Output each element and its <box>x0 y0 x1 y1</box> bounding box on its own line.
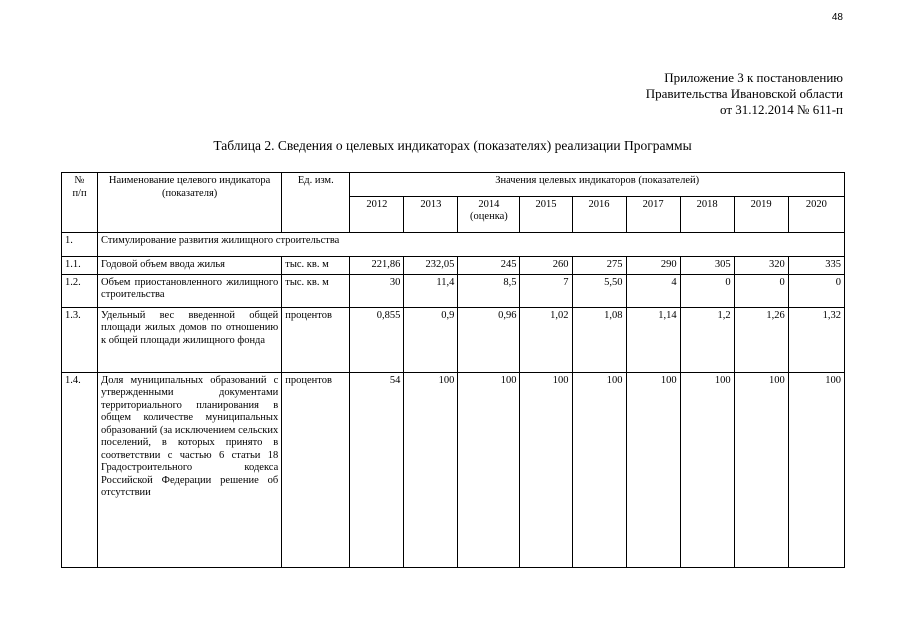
table-row <box>62 372 845 567</box>
row-value: 100 <box>572 372 626 567</box>
row-value: 232,05 <box>404 257 458 275</box>
header-num: № п/п <box>62 173 98 233</box>
page-number: 48 <box>831 12 843 23</box>
year-header: 2014 (оценка) <box>458 196 520 232</box>
row-value: 0,96 <box>458 307 520 372</box>
row-value: 245 <box>458 257 520 275</box>
row-value: 100 <box>458 372 520 567</box>
row-value: 1,14 <box>626 307 680 372</box>
year-header: 2018 <box>680 196 734 232</box>
table-title: Таблица 2. Сведения о целевых индикаторах (показателях) реализации Программы <box>213 138 692 153</box>
row-value: 100 <box>404 372 458 567</box>
appendix-line-1: Приложение 3 к постановлению <box>664 70 843 85</box>
row-value: 100 <box>788 372 844 567</box>
row-value: 4 <box>626 274 680 307</box>
table-row <box>62 257 845 275</box>
header-name: Наименование целевого индикатора (показателя) <box>98 173 282 233</box>
row-name: Доля муниципальных образований с утвержденными документами территориального планирования в общем количестве муниципальных образований (за исключением сельских поселений, в которых принято в соответствии с частью 6 статьи 18 Градостроительного кодекса Российской Федерации решение об отсутствии <box>98 372 282 567</box>
header-unit: Ед. изм. <box>282 173 350 233</box>
row-unit: тыс. кв. м <box>282 274 350 307</box>
appendix-line-3: от 31.12.2014 № 611-п <box>720 102 843 117</box>
section-title: Стимулирование развития жилищного строительства <box>98 233 845 257</box>
row-value: 1,2 <box>680 307 734 372</box>
row-value: 1,02 <box>520 307 572 372</box>
year-header: 2013 <box>404 196 458 232</box>
row-value: 0 <box>788 274 844 307</box>
row-value: 11,4 <box>404 274 458 307</box>
row-name: Годовой объем ввода жилья <box>98 257 282 275</box>
row-value: 1,26 <box>734 307 788 372</box>
header-values: Значения целевых индикаторов (показателей) <box>350 173 845 197</box>
row-value: 320 <box>734 257 788 275</box>
row-value: 0,9 <box>404 307 458 372</box>
row-value: 0 <box>734 274 788 307</box>
row-value: 0 <box>680 274 734 307</box>
row-num: 1.3. <box>62 307 98 372</box>
header-row <box>62 173 845 197</box>
row-num: 1.1. <box>62 257 98 275</box>
row-value: 30 <box>350 274 404 307</box>
row-value: 100 <box>520 372 572 567</box>
section-num: 1. <box>62 233 98 257</box>
row-value: 8,5 <box>458 274 520 307</box>
row-value: 1,08 <box>572 307 626 372</box>
year-header: 2017 <box>626 196 680 232</box>
row-value: 5,50 <box>572 274 626 307</box>
row-value: 54 <box>350 372 404 567</box>
row-unit: процентов <box>282 307 350 372</box>
row-value: 100 <box>680 372 734 567</box>
year-header: 2012 <box>350 196 404 232</box>
row-value: 221,86 <box>350 257 404 275</box>
row-value: 7 <box>520 274 572 307</box>
row-value: 100 <box>734 372 788 567</box>
row-value: 335 <box>788 257 844 275</box>
row-value: 260 <box>520 257 572 275</box>
row-name: Удельный вес введенной общей площади жилых домов по отношению к общей площади жилищного фонда <box>98 307 282 372</box>
row-unit: тыс. кв. м <box>282 257 350 275</box>
row-value: 290 <box>626 257 680 275</box>
year-header: 2016 <box>572 196 626 232</box>
row-name: Объем приостановленного жилищного строительства <box>98 274 282 307</box>
row-value: 275 <box>572 257 626 275</box>
row-num: 1.2. <box>62 274 98 307</box>
table-row <box>62 274 845 307</box>
section-row <box>62 233 845 257</box>
row-num: 1.4. <box>62 372 98 567</box>
appendix-line-2: Правительства Ивановской области <box>645 86 843 101</box>
indicators-table <box>61 172 845 568</box>
row-unit: процентов <box>282 372 350 567</box>
row-value: 1,32 <box>788 307 844 372</box>
year-header: 2015 <box>520 196 572 232</box>
year-header: 2020 <box>788 196 844 232</box>
appendix-header <box>646 70 843 118</box>
table-row <box>62 307 845 372</box>
row-value: 100 <box>626 372 680 567</box>
year-header: 2019 <box>734 196 788 232</box>
row-value: 305 <box>680 257 734 275</box>
row-value: 0,855 <box>350 307 404 372</box>
